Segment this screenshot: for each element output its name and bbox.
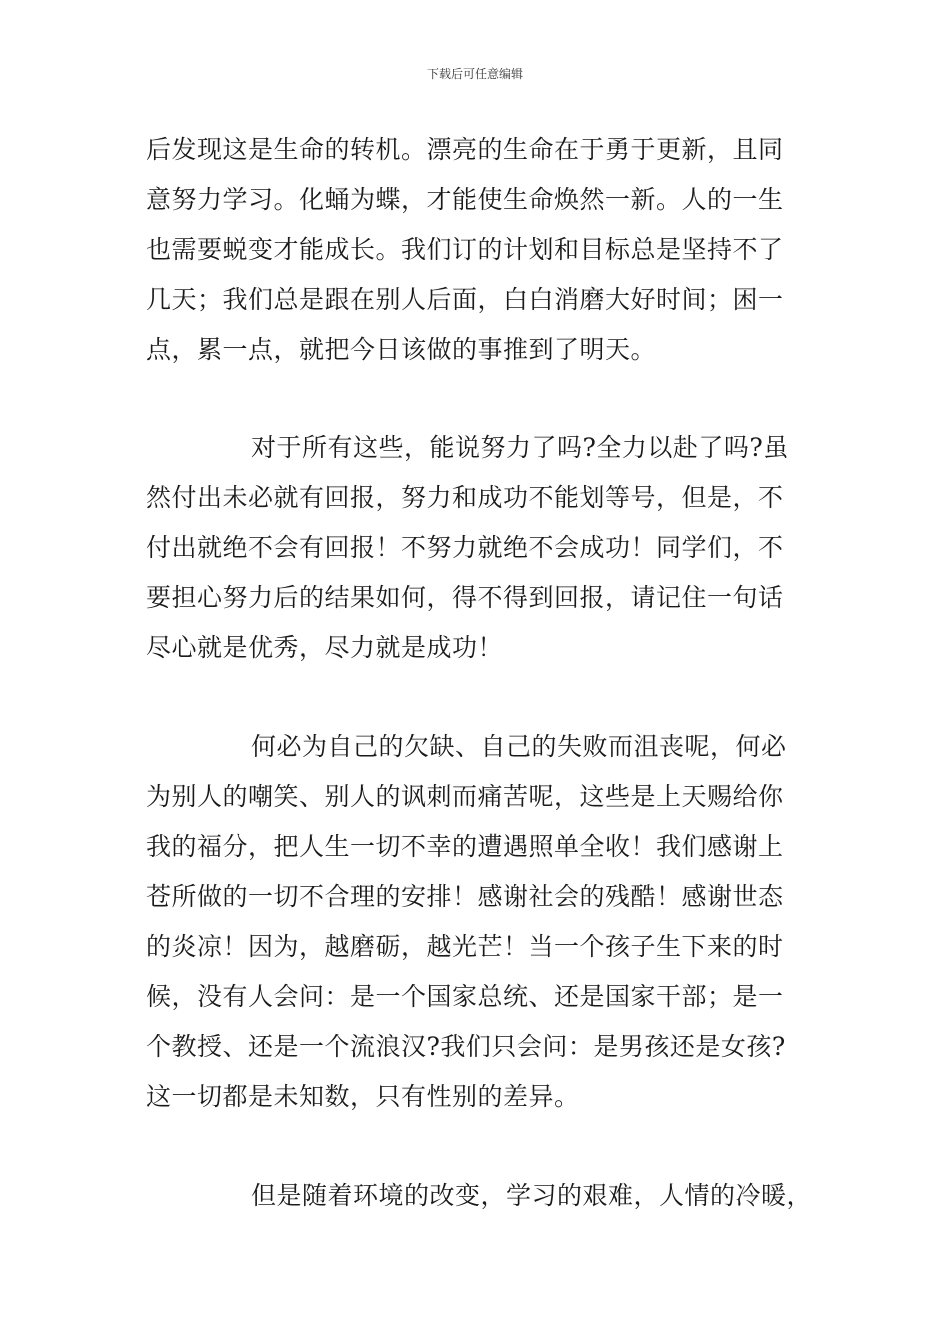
paragraph-line: 苍所做的一切不合理的安排！感谢社会的残酷！感谢世态 (146, 882, 784, 911)
paragraph-line: 何必为自己的欠缺、自己的失败而沮丧呢，何必 (251, 732, 787, 761)
paragraph-line: 个教授、还是一个流浪汉?我们只会问：是男孩还是女孩? (146, 1032, 786, 1061)
paragraph-line: 候，没有人会问：是一个国家总统、还是国家干部；是一 (146, 982, 784, 1011)
paragraph-line: 也需要蜕变才能成长。我们订的计划和目标总是坚持不了 (146, 235, 784, 264)
paragraph-line: 为别人的嘲笑、别人的讽刺而痛苦呢，这些是上天赐给你 (146, 782, 784, 811)
paragraph-line: 几天；我们总是跟在别人后面，白白消磨大好时间；困一 (146, 285, 784, 314)
paragraph-line: 对于所有这些，能说努力了吗?全力以赴了吗?虽 (251, 433, 789, 462)
paragraph-line: 点，累一点，就把今日该做的事推到了明天。 (146, 335, 657, 364)
paragraph-line: 意努力学习。化蛹为蝶，才能使生命焕然一新。人的一生 (146, 185, 784, 214)
paragraph-line: 要担心努力后的结果如何，得不得到回报，请记住一句话 (146, 583, 784, 612)
paragraph-line: 然付出未必就有回报，努力和成功不能划等号，但是，不 (146, 483, 784, 512)
paragraph-line: 我的福分，把人生一切不幸的遭遇照单全收！我们感谢上 (146, 832, 784, 861)
paragraph-line: 的炎凉！因为，越磨砺，越光芒！当一个孩子生下来的时 (146, 932, 784, 961)
paragraph-line: 付出就绝不会有回报！不努力就绝不会成功！同学们，不 (146, 533, 784, 562)
page-header: 下载后可任意编辑 (426, 67, 523, 81)
paragraph-line: 后发现这是生命的转机。漂亮的生命在于勇于更新，且同 (146, 135, 784, 164)
paragraph-line: 但是随着环境的改变，学习的艰难，人情的冷暖， (251, 1181, 813, 1210)
paragraph-line: 这一切都是未知数，只有性别的差异。 (146, 1082, 580, 1111)
paragraph-line: 尽心就是优秀，尽力就是成功！ (146, 633, 504, 662)
